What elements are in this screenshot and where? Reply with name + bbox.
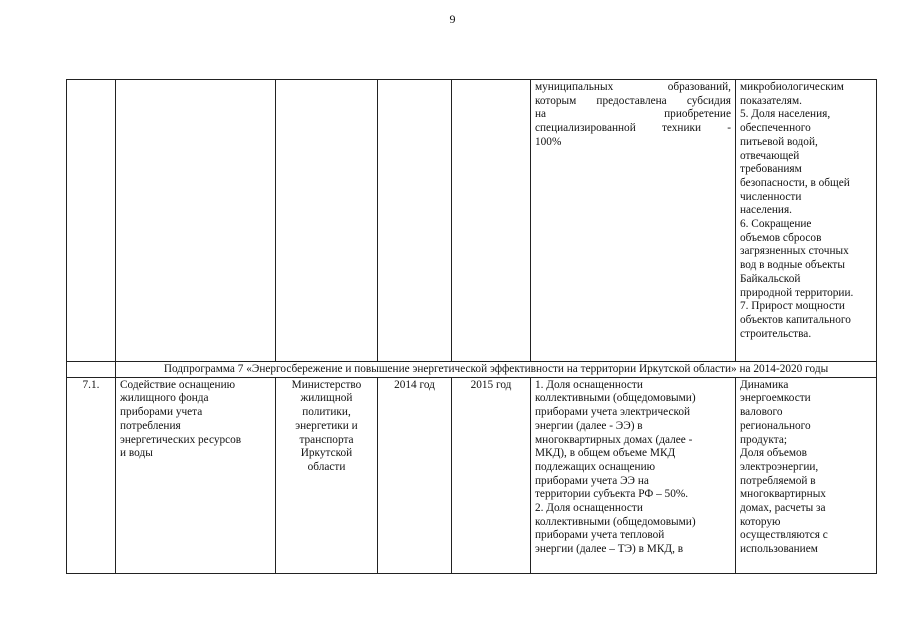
indicator-line: на приобретение <box>535 108 731 121</box>
indicator-line: муниципальных образований, <box>535 81 731 93</box>
cell-results: Динамика энергоемкости валового регионального продукта; Доля объемов электроэнергии, потребляемой в многоквартирных домах, расчеты за которую осуществляются с использованием <box>736 377 877 573</box>
cell-subprogram-empty <box>67 362 116 378</box>
cell-end-empty <box>452 80 531 362</box>
subprogram-header: Подпрограмма 7 «Энергосбережение и повышение энергетической эффективности на территории Иркутской области» на 2014-2020 годы <box>116 362 877 378</box>
cell-executor-empty <box>276 80 378 362</box>
table-row-continuation <box>67 80 877 362</box>
cell-executor: Министерство жилищной политики, энергетики и транспорта Иркутской области <box>276 377 378 573</box>
cell-indicators-continuation <box>531 80 736 362</box>
program-measures-table <box>66 79 877 574</box>
table-row-7-1 <box>67 377 877 573</box>
indicator-line: специализированной техники - <box>535 122 731 135</box>
cell-indicators: 1. Доля оснащенности коллективными (общедомовыми) приборами учета электрической энергии (далее - ЭЭ) в многоквартирных домах (далее - МКД), в общем объеме МКД подлежащих оснащению приборами учета ЭЭ на территории субъекта РФ – 50%. 2. Доля оснащенности коллективными (общедомовыми) приборами учета тепловой энергии (далее – ТЭ) в МКД, в <box>531 377 736 573</box>
cell-number: 7.1. <box>67 377 116 573</box>
cell-start-empty <box>378 80 452 362</box>
table-row-subprogram <box>67 362 877 378</box>
cell-start-year: 2014 год <box>378 377 452 573</box>
cell-results-continuation: микробиологическим показателям. 5. Доля населения, обеспеченного питьевой водой, отвечающей требованиям безопасности, в общей численности населения. 6. Сокращение объемов сбросов загрязненных сточных вод в водные объекты Байкальской природной территории. 7. Прирост мощности объектов капитального строительства. <box>736 80 877 362</box>
cell-number-empty <box>67 80 116 362</box>
cell-measure: Содействие оснащению жилищного фонда приборами учета потребления энергетических ресурсов и воды <box>116 377 276 573</box>
page-number: 9 <box>449 12 456 26</box>
indicator-line: которым предоставлена субсидия <box>535 94 731 107</box>
indicator-line: 100% <box>535 135 562 148</box>
cell-end-year: 2015 год <box>452 377 531 573</box>
cell-measure-empty <box>116 80 276 362</box>
